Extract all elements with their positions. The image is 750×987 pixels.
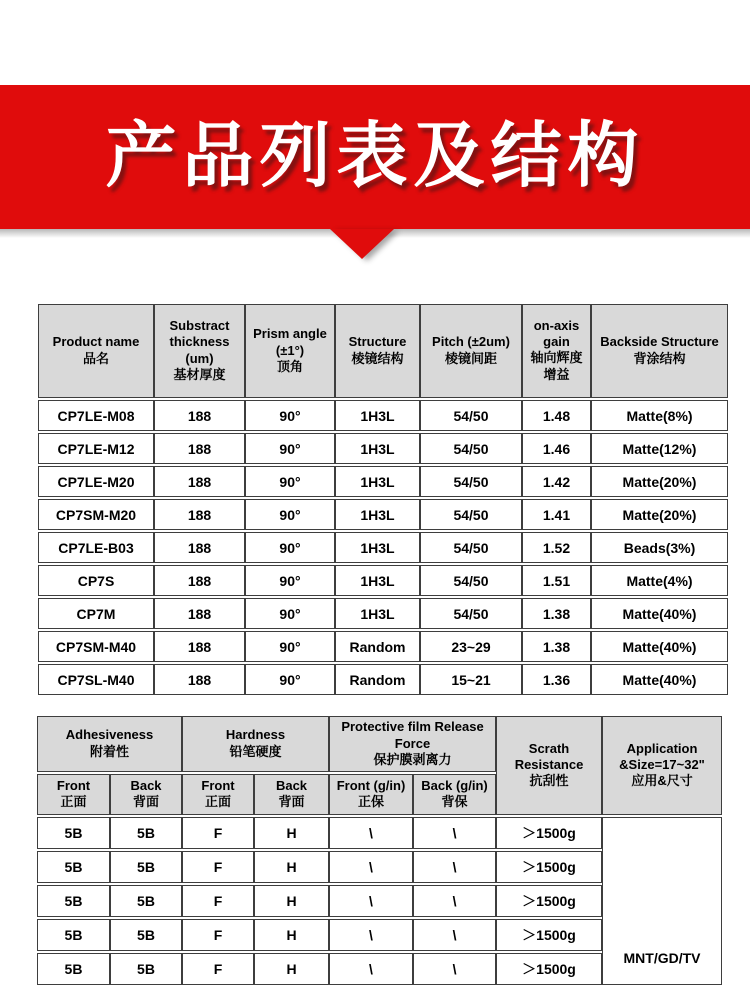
banner-notch-triangle (330, 229, 394, 259)
cell: Random (335, 664, 420, 695)
cell: Matte(12%) (591, 433, 728, 464)
cell: 1.52 (522, 532, 591, 563)
cell: 188 (154, 565, 245, 596)
cell: Beads(3%) (591, 532, 728, 563)
cell: 1.41 (522, 499, 591, 530)
cell: ＞1500g (496, 851, 602, 883)
cell: \ (413, 885, 496, 917)
cell: 90° (245, 532, 335, 563)
subheader-release-back: Back (g/in) 背保 (413, 774, 496, 815)
cell: ＞1500g (496, 817, 602, 849)
table-row (38, 532, 728, 563)
group-header-hardness: Hardness 铅笔硬度 (182, 716, 329, 772)
cell: \ (413, 851, 496, 883)
cell: 1.46 (522, 433, 591, 464)
cell: 1H3L (335, 466, 420, 497)
cell: 5B (110, 919, 182, 951)
cell: 54/50 (420, 499, 522, 530)
cell: 90° (245, 433, 335, 464)
cell: CP7SM-M20 (38, 499, 154, 530)
col-header-substract-thickness: Substract thickness (um) 基材厚度 (154, 304, 245, 398)
table-row (38, 499, 728, 530)
application-merged-cell: MNT/GD/TV (602, 817, 722, 985)
cell: 23~29 (420, 631, 522, 662)
group-header-adhesiveness: Adhesiveness 附着性 (37, 716, 182, 772)
subheader-adhesiveness-front: Front 正面 (37, 774, 110, 815)
col-header-pitch: Pitch (±2um) 棱镜间距 (420, 304, 522, 398)
cell: 188 (154, 400, 245, 431)
cell: 54/50 (420, 532, 522, 563)
subheader-adhesiveness-back: Back 背面 (110, 774, 182, 815)
group-header-release-force: Protective film Release Force 保护膜剥离力 (329, 716, 496, 772)
cell: 54/50 (420, 466, 522, 497)
cell: 90° (245, 466, 335, 497)
cell: \ (413, 919, 496, 951)
col-header-backside-structure: Backside Structure 背涂结构 (591, 304, 728, 398)
cell: H (254, 885, 329, 917)
cell: 15~21 (420, 664, 522, 695)
section-banner (0, 85, 750, 229)
cell: 188 (154, 631, 245, 662)
cell: 5B (110, 851, 182, 883)
cell: 90° (245, 598, 335, 629)
col-header-product-name: Product name 品名 (38, 304, 154, 398)
table-row (38, 466, 728, 497)
cell: Matte(8%) (591, 400, 728, 431)
cell: 54/50 (420, 598, 522, 629)
cell: 90° (245, 499, 335, 530)
cell: \ (413, 817, 496, 849)
cell: 90° (245, 664, 335, 695)
cell: 188 (154, 532, 245, 563)
subheader-release-front: Front (g/in) 正保 (329, 774, 413, 815)
cell: 5B (37, 953, 110, 985)
cell: CP7LE-M12 (38, 433, 154, 464)
cell: 188 (154, 466, 245, 497)
cell: CP7SL-M40 (38, 664, 154, 695)
cell: \ (329, 885, 413, 917)
cell: 90° (245, 565, 335, 596)
cell: CP7LE-M20 (38, 466, 154, 497)
cell: 54/50 (420, 433, 522, 464)
cell: Matte(20%) (591, 499, 728, 530)
cell: H (254, 817, 329, 849)
cell: 1H3L (335, 565, 420, 596)
cell: 5B (37, 885, 110, 917)
table-row (38, 565, 728, 596)
cell: ＞1500g (496, 953, 602, 985)
cell: F (182, 919, 254, 951)
cell: \ (413, 953, 496, 985)
cell: H (254, 851, 329, 883)
cell: 90° (245, 400, 335, 431)
cell: 5B (110, 885, 182, 917)
cell: Matte(40%) (591, 631, 728, 662)
cell: ＞1500g (496, 885, 602, 917)
cell: Matte(4%) (591, 565, 728, 596)
cell: 188 (154, 433, 245, 464)
cell: 1.38 (522, 598, 591, 629)
cell: Matte(40%) (591, 664, 728, 695)
table-row (37, 817, 722, 849)
cell: \ (329, 817, 413, 849)
cell: 188 (154, 664, 245, 695)
cell: 188 (154, 598, 245, 629)
cell: 1.38 (522, 631, 591, 662)
cell: Random (335, 631, 420, 662)
cell: CP7M (38, 598, 154, 629)
cell: F (182, 953, 254, 985)
cell: 188 (154, 499, 245, 530)
cell: 1H3L (335, 532, 420, 563)
table-header-row (38, 304, 728, 398)
cell: 1H3L (335, 433, 420, 464)
cell: 1.42 (522, 466, 591, 497)
subheader-hardness-front: Front 正面 (182, 774, 254, 815)
cell: 1H3L (335, 400, 420, 431)
cell: 1.51 (522, 565, 591, 596)
product-list-table (38, 302, 728, 697)
cell: F (182, 885, 254, 917)
cell: H (254, 919, 329, 951)
cell: CP7SM-M40 (38, 631, 154, 662)
col-header-structure: Structure 棱镜结构 (335, 304, 420, 398)
cell: 1.36 (522, 664, 591, 695)
table-row (38, 400, 728, 431)
cell: 1H3L (335, 598, 420, 629)
cell: Matte(40%) (591, 598, 728, 629)
cell: 1.48 (522, 400, 591, 431)
col-header-on-axis-gain: on-axis gain 轴向辉度增益 (522, 304, 591, 398)
page-title: 产品列表及结构 (105, 117, 645, 196)
cell: ＞1500g (496, 919, 602, 951)
cell: \ (329, 953, 413, 985)
cell: CP7S (38, 565, 154, 596)
cell: 54/50 (420, 565, 522, 596)
cell: 5B (37, 851, 110, 883)
table-row (38, 631, 728, 662)
table-row (38, 433, 728, 464)
cell: \ (329, 919, 413, 951)
cell: CP7LE-B03 (38, 532, 154, 563)
cell: F (182, 851, 254, 883)
cell: 54/50 (420, 400, 522, 431)
subheader-hardness-back: Back 背面 (254, 774, 329, 815)
col-header-scratch-resistance: Scrath Resistance 抗刮性 (496, 716, 602, 815)
properties-table (37, 714, 722, 987)
table-group-header-row (37, 716, 722, 772)
cell: 5B (110, 953, 182, 985)
cell: 5B (37, 919, 110, 951)
cell: 5B (37, 817, 110, 849)
cell: 1H3L (335, 499, 420, 530)
col-header-prism-angle: Prism angle (±1°) 顶角 (245, 304, 335, 398)
cell: Matte(20%) (591, 466, 728, 497)
cell: CP7LE-M08 (38, 400, 154, 431)
cell: 5B (110, 817, 182, 849)
cell: \ (329, 851, 413, 883)
cell: H (254, 953, 329, 985)
table-row (38, 598, 728, 629)
cell: 90° (245, 631, 335, 662)
table-row (38, 664, 728, 695)
col-header-application-size: Application &Size=17~32" 应用&尺寸 (602, 716, 722, 815)
cell: F (182, 817, 254, 849)
